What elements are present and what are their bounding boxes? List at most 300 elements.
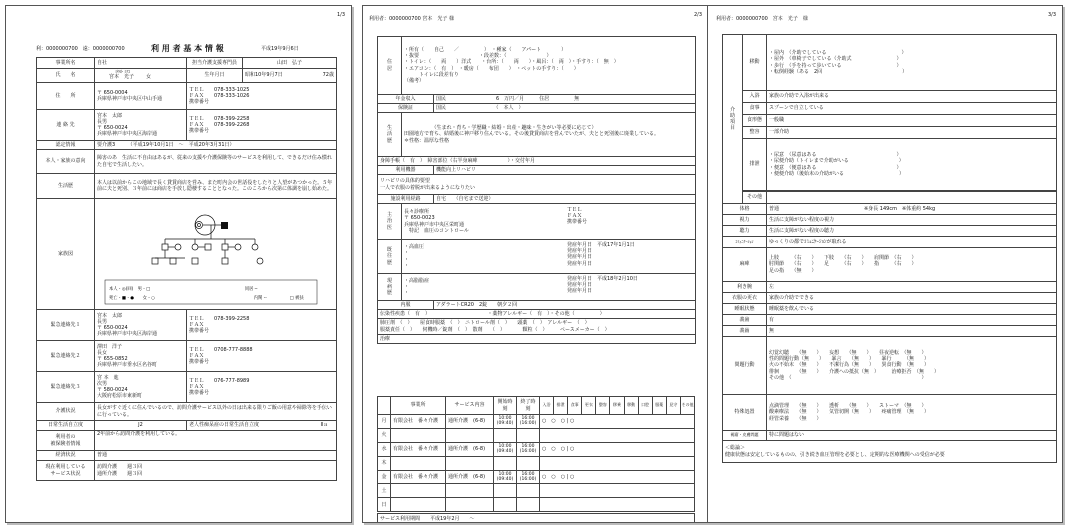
schedule-header-9: 整容 — [596, 397, 610, 415]
person-son2 — [222, 244, 228, 250]
birth-value: 昭和10年9月7日 — [245, 72, 283, 79]
schedule-end: 16:00 (16:00) — [517, 415, 540, 429]
devices-line-2: 服薬責任（ ） 伺機時／錠剤 （ ） 散剤 （ ） 顆粒（ ） ペースメーカー（ ） — [380, 326, 610, 333]
schedule-service — [446, 498, 494, 512]
em2-rel: 長女 — [97, 349, 108, 356]
schedule-marks — [540, 456, 695, 470]
name-value: 宮本 光子 — [109, 74, 135, 81]
schedule-header-2: サービス内容 — [446, 397, 494, 415]
behavior-line-1: 幻覚幻聴 （無 ） 妄想 （無 ） 昼夜逆転 （無 ） — [769, 349, 927, 356]
person-self-inner — [198, 223, 201, 226]
name-kana: ﾐﾔﾓﾄ ﾐﾂｺ — [115, 69, 131, 75]
schedule-start: 10:00 (09:40) — [494, 415, 517, 429]
schedule-day: 火 — [378, 428, 391, 442]
schedule-office — [391, 428, 446, 442]
grooming-value: 一部介助 — [767, 127, 1057, 139]
page-2-user-header: 利用者：0000000700 宮本 光子 様 — [369, 16, 454, 22]
schedule-row — [378, 484, 695, 498]
living-table — [377, 36, 696, 344]
life-line-1: （生まれ・育ち・学歴職・結婚・出産・趣味・生きがい等必要に応じて） — [404, 125, 597, 132]
contact-address: 兵庫県神戸市中央区海岸通 — [97, 131, 158, 138]
behavior-line-5: その他 （ ） — [769, 374, 927, 381]
doctor-cell — [402, 204, 696, 240]
page-number: 3/3 — [1047, 12, 1056, 18]
label-family-tree: 家族図 — [37, 199, 95, 310]
movement-cell — [767, 35, 1057, 91]
schedule-marks — [540, 484, 695, 498]
current-date-1: 発症年月日 平成18年2月10日 — [567, 276, 638, 282]
em1-mob: 携帯番号 — [189, 328, 210, 335]
disability-row: 身障手帳（ 有 ） 障害部位（右半身麻痺 ）・交付年月 — [378, 157, 696, 166]
schedule-day: 金 — [378, 470, 391, 484]
label-dentures: 義歯 — [723, 315, 767, 326]
person-husband-deceased — [221, 222, 228, 229]
rehab-goal-cell — [378, 175, 696, 195]
schedule-row — [378, 498, 695, 512]
em3-rel: 次男 — [97, 380, 108, 387]
devices-line-1: 肺圧剤 （ ） 屋食時服薬 （ ） ニトロール剤（ ） 頭薬 （ ） アレルギー （ ） — [380, 320, 590, 327]
schedule-marks: ○ ○ ○ | ○ — [540, 470, 695, 484]
schedule-marks — [540, 498, 695, 512]
life-line-2: 田園地方で育ち、結婚後に神戸移り住んでいる。その後貸賃商店を営んでいたが、夫とと死別後に廃業している。 — [404, 131, 660, 138]
current-item-1: ・高脂脂症 — [404, 277, 430, 284]
dentures-value: 有 — [767, 315, 1057, 326]
label-sleep: 睡眠状態 — [723, 304, 767, 315]
sleep-value: 睡眠薬を飲んでいる — [767, 304, 1057, 315]
address-tel: ＴＥＬ 078-333-1025 — [189, 86, 250, 93]
housing-line-6: （備考） — [404, 77, 425, 84]
special-line-2: 酸素療法 （無 ） 気管切開（無 ） 疼痛管理 （無 ） — [769, 409, 930, 416]
age-value: 72歳 — [322, 72, 334, 79]
housing-line-5: トイレに段差有り — [404, 71, 459, 78]
past-date-3: 発症年月日 — [567, 254, 593, 261]
address-phones — [187, 83, 337, 110]
housing-cell — [402, 37, 696, 95]
schedule-end: 16:00 (16:00) — [517, 470, 540, 484]
schedule-header-10: 移乗 — [610, 397, 624, 415]
care-status-value: 長女がすぐ近くに住んでいるので、訪問介護サービス以外の日は出来る限りご飯の用意や掃除等を手伝いに行っている。 — [95, 403, 337, 421]
schedule-marks: ○ ○ ○ | ○ — [540, 415, 695, 429]
label-physique: 体格 — [723, 204, 767, 215]
past-date-4: 発症年月日 — [567, 260, 593, 267]
contact-mobile: 携帯番号 — [189, 128, 210, 135]
em2-mob: 携帯番号 — [189, 359, 210, 366]
housing-line-3: ・トイレ：（ 両 ）洋式 ・台所：（ 両 ）・風呂：（ 両 ）・手すり：（ 無 ） — [404, 59, 619, 66]
dominant-hand-value: 左 — [767, 282, 1057, 293]
label-facility-route: 施設利用経路 — [378, 195, 434, 204]
doctor-fax: ＦＡＸ — [567, 213, 583, 220]
schedule-header-6: 排泄 — [554, 397, 568, 415]
label-equipment: 利用機器 — [378, 166, 434, 175]
family-tree-cell — [95, 199, 337, 310]
goal-line-2: 一人で衣服の着脱が出来るようになりたい — [380, 184, 476, 191]
label-independence: 日常生活自立度 — [37, 421, 95, 431]
schedule-header-15: その他 — [680, 397, 694, 415]
excretion-line-1: ・尿意 （尿意はある ） — [769, 152, 902, 159]
paralysis-line-2: 肘関節 （右 ） 足 （右 ） 指 （右 ） — [769, 261, 917, 268]
label-birth: 生年月日 — [187, 69, 243, 83]
current-item-2: ・ — [404, 283, 410, 290]
movement-line-4: ・転倒経験（ある 2回 ） — [769, 68, 908, 75]
legend-line-2: 死亡・■・● 女・○ 内関 -- □ 被扶 — [109, 295, 304, 301]
doctor-line-5: 特記 血圧のコントロール — [404, 227, 469, 234]
housing-line-2: ・抜要 ・段差数：（ ） — [404, 53, 552, 60]
emergency-3-phones — [187, 372, 337, 403]
schedule-header-12: 口腔 — [638, 397, 652, 415]
label-economy: 経済状況 — [37, 451, 95, 461]
past-item-2: ・ — [404, 250, 410, 257]
doctor-mobile: 携帯番号 — [567, 219, 588, 226]
schedule-office: 有限会社 番々介護 — [391, 442, 446, 456]
current-date-3: 発症年月日 — [567, 288, 593, 295]
facility-route-value: 自宅 （自宅まで送迎） — [434, 195, 696, 204]
economy-value: 普通 — [95, 451, 337, 461]
current-items — [404, 278, 693, 297]
person-self — [196, 221, 203, 228]
equipment-value: 機能向上リハビリ — [434, 166, 696, 175]
page-number: 2/3 — [693, 12, 702, 18]
person-daughter — [192, 244, 198, 250]
schedule-day-col — [378, 397, 391, 415]
label-hearing: 聴力 — [723, 226, 767, 237]
label-current-history: 現 病 歴 — [378, 274, 402, 301]
life-history-value: 本人は以前からこの地域で長く貸賃商店を営み、また町内会の世話役をしたりと人望があつかった。５年前に夫と死別、３年前には商店を手放し隠棲することとなった。このころから次第に体調を崩し始めた。 — [95, 174, 337, 199]
schedule-row — [378, 456, 695, 470]
schedule-service — [446, 428, 494, 442]
income-value: 国民 6 万円／月 住居 無 — [434, 95, 696, 104]
page-3-user-header: 利用者：0000000700 宮本 光子 様 — [716, 16, 808, 22]
em3-fax: ＦＡＸ — [189, 383, 205, 390]
movement-line-1: ・屋内 （介助でしている ） — [769, 50, 907, 57]
summary-value: 健康状態は安定しているものの、引き続き血圧管理を必要とし、定期的な医療機関への受信が必要 — [725, 451, 945, 458]
insured-value: 2年前から訪問介護を利用している。 — [95, 431, 337, 451]
address-zip: 〒 650-0004 — [97, 89, 128, 96]
name-cell — [95, 69, 187, 83]
life-line-4: ＊性格：温厚な性格 — [404, 137, 450, 144]
schedule-start: 10:00 (09:40) — [494, 442, 517, 456]
special-line-3: 経管栄養 （無 ） — [769, 415, 822, 422]
user-ids: 利：0000000700 遠：0000000700 — [36, 46, 125, 52]
em2-name: 澤田 洋子 — [97, 343, 123, 350]
dementia-value: Ⅱａ — [320, 422, 328, 429]
schedule-header — [378, 397, 695, 415]
label-other: その他 — [743, 192, 767, 204]
label-dementia: 老人性痴呆症の日常生活自立度 — [189, 422, 260, 429]
contact-tel: ＴＥＬ 078-399-2258 — [189, 115, 250, 122]
schedule-marks — [540, 428, 695, 442]
label-housing: 住 居 — [378, 37, 402, 95]
paralysis-cell — [767, 248, 1057, 282]
current-date-2: 発症年月日 — [567, 282, 593, 289]
prosthesis-value: 無 — [767, 326, 1057, 337]
certification-value: 要介護3 （平成19年10月1日 ～ 平成20年3月31日） — [95, 141, 337, 150]
doctor-line-3: 兵庫県神戸市中央区栄町通 — [404, 221, 465, 228]
label-past-history: 既 往 歴 — [378, 240, 402, 274]
schedule-day: 日 — [378, 498, 391, 512]
page-1-basic-info — [5, 5, 352, 523]
label-doctor: 主 治 医 — [378, 204, 402, 240]
paralysis-line-1: 上肢 （右 ） 下肢 （右 ） 肩関節 （右 ） — [769, 255, 917, 262]
label-office: 事業所名 — [37, 58, 95, 69]
label-services: 現在利用している サービス状況 — [37, 461, 95, 481]
communication-value: ゆっくりの都でｺﾐｭﾆｹｰｼｮﾝが取れる — [767, 237, 1057, 248]
em2-addr: 兵庫県神戸市垂水区名谷町 — [97, 362, 158, 369]
em2-tel: ＴＥＬ 0708-777-8888 — [189, 346, 253, 353]
schedule-start — [494, 498, 517, 512]
schedule-row — [378, 470, 695, 484]
emergency-1-cell — [95, 310, 187, 341]
label-care-manager: 担当介護支援専門員 — [187, 58, 243, 69]
label-prosthesis: 義齒 — [723, 326, 767, 337]
dementia-cell — [187, 421, 337, 431]
schedule-end: 16:00 (16:00) — [517, 442, 540, 456]
schedule-header-1: 事業所 — [391, 397, 446, 415]
schedule-day: 土 — [378, 484, 391, 498]
label-dressing: 衣服の更衣 — [723, 293, 767, 304]
office-value: 自社 — [95, 58, 187, 69]
em3-mob: 携帯番号 — [189, 390, 210, 397]
label-paralysis: 麻痺 — [723, 248, 767, 282]
label-medication: 内服 — [378, 301, 434, 310]
page-title: 利 用 者 基 本 情 報 — [151, 44, 224, 53]
bathing-value: 家族の介助で入浴が出来る — [767, 91, 1057, 103]
schedule-end — [517, 456, 540, 470]
schedule-header-5: 入浴 — [540, 397, 554, 415]
schedule-office — [391, 484, 446, 498]
schedule-service — [446, 484, 494, 498]
contact-phones — [187, 110, 337, 141]
care-items-table — [722, 34, 1057, 463]
label-life-history: 生 活 歴 — [378, 113, 402, 157]
past-items — [404, 244, 693, 269]
wishes-value: 障害のあ 生活に不自由はあるが、従来の支援や介護保険等のサービスを利用して、できるだけ住み慣れた自宅で生活したい。 — [95, 150, 337, 174]
current-item-3: ・ — [404, 290, 410, 297]
devices-cell — [378, 319, 696, 335]
em1-zip: 〒 650-0024 — [97, 325, 128, 331]
label-meal: 食事 — [743, 103, 767, 115]
schedule-office — [391, 498, 446, 512]
label-excretion: 排泄 — [743, 139, 767, 191]
housing-line-4: ・エアコン：（ 有 ） ・暖房（ 布団 ） ・ペットの手すり：（ ） — [404, 65, 579, 72]
schedule-start — [494, 428, 517, 442]
em3-addr: 大阪府松原市東新町 — [97, 393, 143, 400]
address-fax: ＦＡＸ 078-333-1026 — [189, 92, 250, 99]
schedule-body — [378, 415, 695, 512]
movement-line-2: ・屋外 （車椅子でしている（介助式 ） — [769, 56, 902, 63]
document-date: 平成19年9月6日 — [261, 46, 299, 52]
problem-behavior-cell — [767, 337, 1057, 395]
page-2-living-info — [362, 5, 709, 523]
emergency-2-phones — [187, 341, 337, 372]
label-dominant-hand: 利き腕 — [723, 282, 767, 293]
em1-fax: ＦＡＸ — [189, 321, 205, 328]
infection-allergy-row: 伝染性疾患（ 有 ） ・薬物アレルギー（ 有 ）・その他（ ） — [378, 310, 696, 319]
medication-value: アダラートCR20 2錠 朝夕２回 — [434, 301, 696, 310]
schedule-start: 10:00 (09:40) — [494, 470, 517, 484]
schedule-service: 通所介護 (6-8) — [446, 442, 494, 456]
address-cell — [95, 83, 187, 110]
basic-info-table — [36, 57, 337, 481]
label-wishes: 本人・家族の意向 — [37, 150, 95, 174]
hearing-value: 生活に支障がない程度の聴力 — [767, 226, 1057, 237]
paralysis-line-3: 足の指 （無 ） — [769, 267, 817, 274]
label-name: 氏 名 — [37, 69, 95, 83]
schedule-header-4: 終了時刻 — [517, 397, 540, 415]
service-1: 訪問介護 週３回 — [97, 464, 143, 471]
behavior-line-4: 徘徊 （無 ） 介護への抵抗（無 ） 治療拒否 （無 ） — [769, 368, 940, 375]
label-communication: ｺﾐｭﾆｹｰｼｮﾝ — [723, 237, 767, 248]
service-period: サービス利用期間 平成19年2月 ～ — [377, 513, 695, 523]
birth-cell — [243, 69, 337, 83]
other-value — [767, 192, 1057, 204]
label-grooming: 整容 — [743, 127, 767, 139]
page-number: 1/3 — [336, 12, 345, 18]
schedule-header-8: 更衣 — [582, 397, 596, 415]
label-skin: 褥瘡・皮膚問題 — [723, 431, 767, 441]
schedule-end — [517, 498, 540, 512]
insurance-value: 国民 （ 本人 ） — [434, 104, 696, 113]
emergency-1-phones — [187, 310, 337, 341]
life-history-cell — [402, 113, 696, 157]
label-vision: 視力 — [723, 215, 767, 226]
excretion-line-3: ・便意 （便意はある ） — [769, 164, 902, 171]
schedule-row — [378, 415, 695, 429]
label-income: 年金収入 — [378, 95, 434, 104]
past-history-cell — [402, 240, 696, 274]
meal-value: スプーンで自立している — [767, 103, 1057, 115]
label-emergency-2: 緊急連絡先２ — [37, 341, 95, 372]
contact-relation: 長男 — [97, 118, 108, 125]
special-line-1: 点滴管理 （無 ） 透析 （無 ） ストーマ （無 ） — [769, 403, 927, 410]
label-insured: 利用者の 被保険者情報 — [37, 431, 95, 451]
label-movement: 移動 — [743, 35, 767, 91]
past-item-3: ・ — [404, 256, 410, 263]
label-special-care: 特殊処置 — [723, 395, 767, 431]
summary-label: ＜総論＞ — [725, 445, 746, 452]
em3-tel: ＴＥＬ 076-777-8989 — [189, 377, 250, 384]
schedule-end — [517, 428, 540, 442]
contact-zip: 〒 650-0024 — [97, 125, 128, 131]
special-care-cell — [767, 395, 1057, 431]
em1-tel: ＴＥＬ 078-399-2258 — [189, 315, 250, 322]
em1-addr: 兵庫県神戸市中央区海岸通 — [97, 331, 158, 338]
schedule-day: 月 — [378, 415, 391, 429]
schedule-service: 通所介護 (6-8) — [446, 470, 494, 484]
contact-cell — [95, 110, 187, 141]
label-problem-behavior: 問題行動 — [723, 337, 767, 395]
past-item-4: ・ — [404, 262, 410, 269]
doctor-line-1: 長々診療所 — [404, 209, 430, 216]
past-item-1: ・高血圧 — [404, 244, 425, 251]
label-treatment: 治療 — [378, 335, 696, 344]
sex-value: 女 — [146, 74, 152, 81]
em3-name: 宮 本 進 — [97, 374, 119, 381]
schedule-header-11: 移動 — [624, 397, 638, 415]
housing-line-1: ・所有（ 自己 ／ ） ・種家（ アパート ） — [404, 46, 567, 53]
emergency-2-cell — [95, 341, 187, 372]
label-certification: 認定情報 — [37, 141, 95, 150]
past-date-2: 発症年月日 — [567, 248, 593, 255]
em1-name: 宮本 太郎 — [97, 312, 123, 319]
em1-rel: 長男 — [97, 318, 108, 325]
schedule-header-14: 見守 — [666, 397, 680, 415]
label-emergency-3: 緊急連絡先３ — [37, 372, 95, 403]
schedule-row — [378, 442, 695, 456]
current-history-cell — [402, 274, 696, 301]
physique-value: 普通 ※身長 149cm ※体重約 54kg — [767, 204, 1057, 215]
schedule-header-7: 食事 — [568, 397, 582, 415]
services-cell — [95, 461, 337, 481]
schedule-service: 通所介護 (6-8) — [446, 415, 494, 429]
skin-value: 特に問題はない — [767, 431, 1057, 441]
label-address: 住 所 — [37, 83, 95, 110]
contact-fax: ＦＡＸ 078-399-2268 — [189, 121, 250, 128]
schedule-header-3: 開始時刻 — [494, 397, 517, 415]
label-emergency-1: 緊急連絡先１ — [37, 310, 95, 341]
schedule-service — [446, 456, 494, 470]
schedule-header-13: 服薬 — [652, 397, 666, 415]
emergency-3-cell — [95, 372, 187, 403]
label-care-status: 介護状況 — [37, 403, 95, 421]
current-dates — [567, 276, 638, 295]
service-2: 通所介護 週３回 — [97, 470, 143, 477]
movement-line-3: ・歩行 （手を持って歩いている ） — [769, 62, 902, 69]
label-insurance: 保険証 — [378, 104, 434, 113]
person-son1 — [162, 244, 168, 250]
schedule-start — [494, 456, 517, 470]
schedule-day: 木 — [378, 456, 391, 470]
schedule-office: 有限会社 番々介護 — [391, 415, 446, 429]
past-dates — [567, 242, 635, 267]
schedule-start — [494, 484, 517, 498]
page-3-care-items — [707, 5, 1063, 523]
schedule-table — [377, 396, 695, 512]
vision-value: 生活に支障がない程度の視力 — [767, 215, 1057, 226]
schedule-marks: ○ ○ ○ | ○ — [540, 442, 695, 456]
label-diet: 食形態 — [743, 115, 767, 127]
contact-name: 宮本 太郎 — [97, 112, 123, 119]
excretion-line-2: ・尿便介助（トイレまで介助がいる ） — [769, 158, 904, 165]
family-tree-diagram — [95, 200, 335, 309]
schedule-end — [517, 484, 540, 498]
label-bathing: 入浴 — [743, 91, 767, 103]
em2-fax: ＦＡＸ — [189, 352, 205, 359]
behavior-line-3: 火の不始末 （無 ） 不潔行為（無 ） 異食行動 （無 ） — [769, 362, 930, 369]
address-mobile: 携帯番号 — [189, 99, 210, 106]
doctor-tel: ＴＥＬ — [567, 207, 583, 213]
legend-line-1: 本人・◎(回) 男・□ 同居 ─ — [109, 286, 258, 292]
behavior-line-2: 性的問題行動（無 ） 暴言 （無 ） 暴行 （無 ） — [769, 356, 930, 363]
excretion-line-4: ・便便介助（後始末の介助がいる ） — [769, 170, 905, 177]
em2-zip: 〒 655-0852 — [97, 356, 128, 362]
independence-value: J2 — [95, 421, 187, 431]
care-manager-value: 山田 弘子 — [243, 58, 337, 69]
past-date-1: 発症年月日 平成17年1月1日 — [567, 242, 635, 248]
summary-cell — [723, 441, 1057, 463]
doctor-line-2: 〒 650-0023 — [404, 215, 435, 222]
schedule-day: 水 — [378, 442, 391, 456]
label-assistance: 介 助 項 目 — [723, 35, 743, 204]
address-value: 兵庫県神戸市中央区中山手通 — [97, 96, 163, 102]
doctor-phones — [567, 207, 587, 226]
schedule-office — [391, 456, 446, 470]
goal-line-1: リハビリの具体的要望 — [380, 178, 430, 185]
schedule-office: 有限会社 番々介護 — [391, 470, 446, 484]
doctor-info — [404, 209, 693, 234]
em3-zip: 〒 580-0024 — [97, 387, 128, 393]
excretion-cell — [767, 139, 1057, 191]
label-contact: 連 絡 先 — [37, 110, 95, 141]
